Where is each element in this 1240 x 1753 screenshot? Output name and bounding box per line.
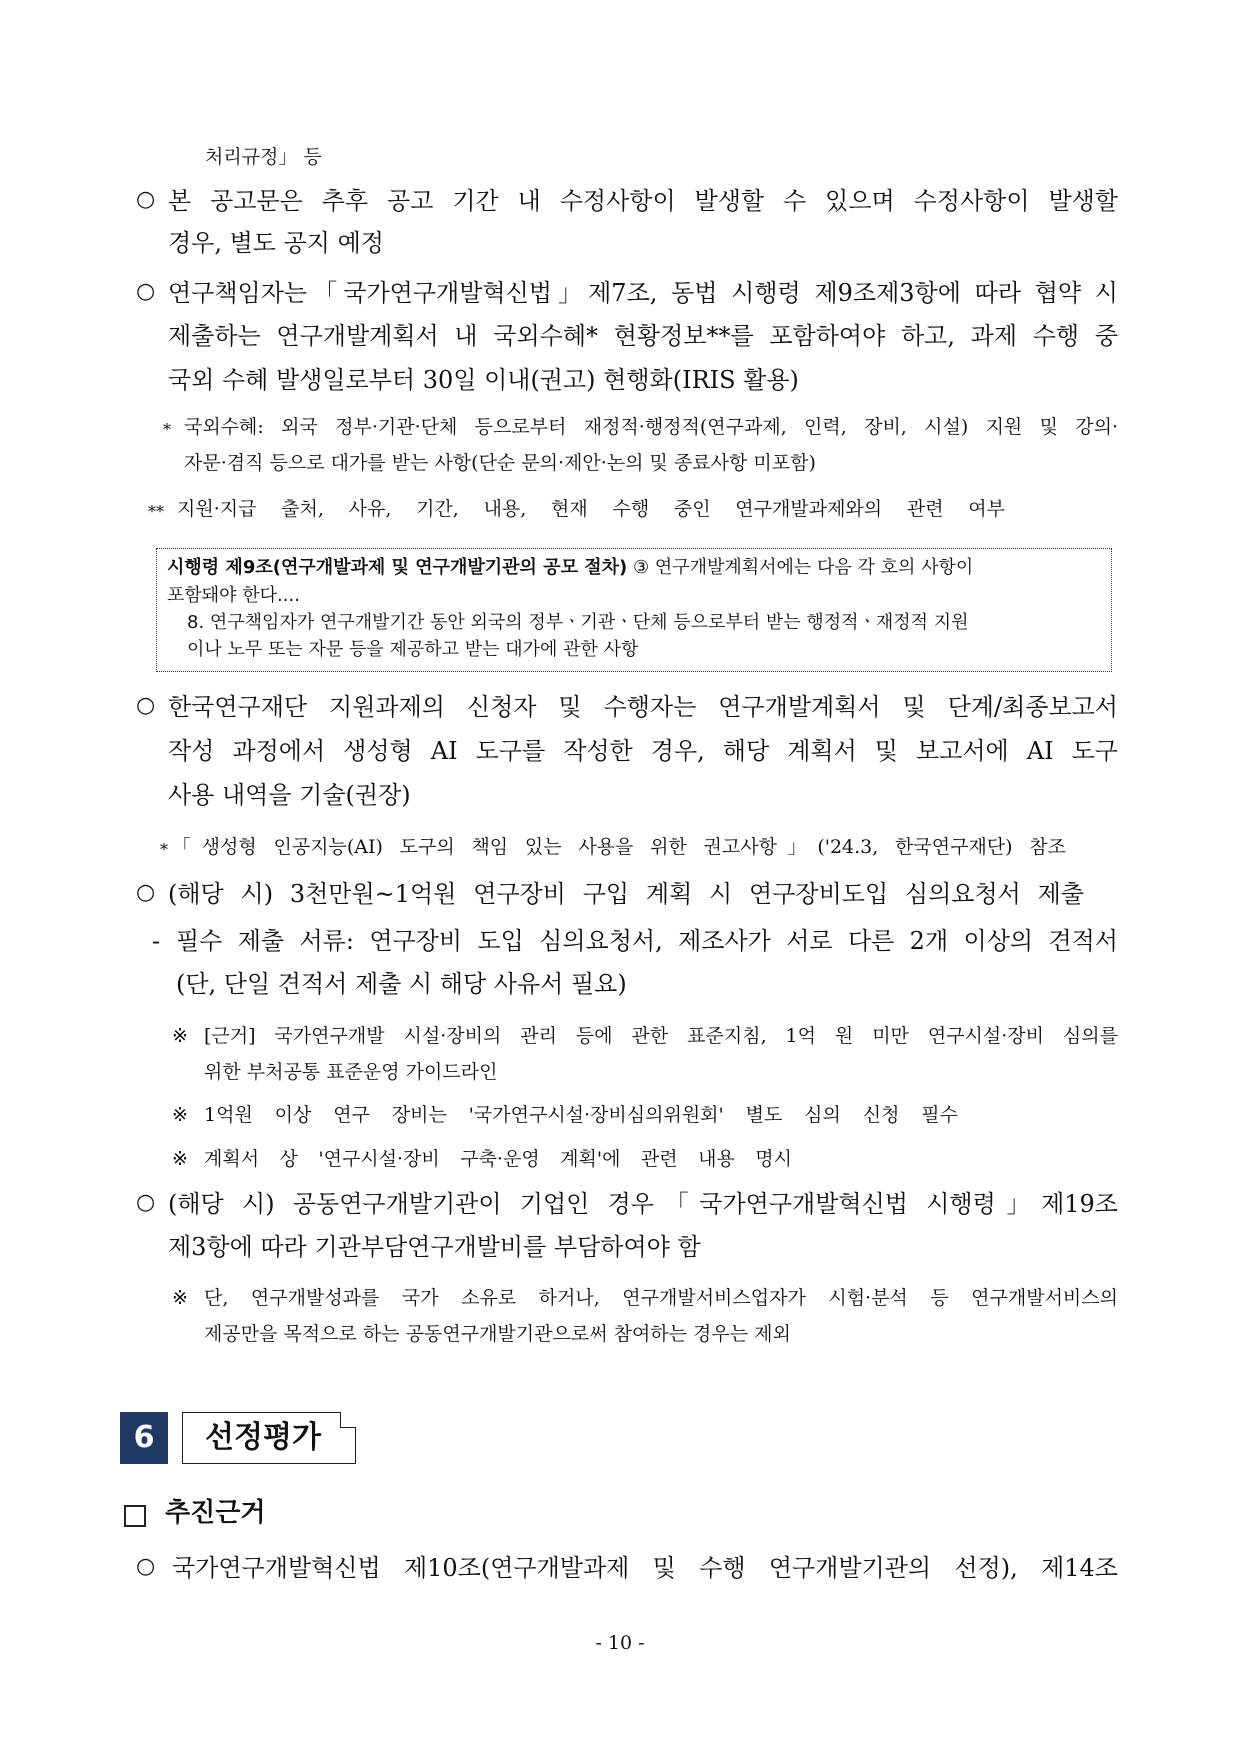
text-line: (해당 시) 공동연구개발기관이 기업인 경우「국가연구개발혁신법 시행령」제19조	[168, 1190, 1118, 1218]
reference-mark: ※	[172, 1148, 188, 1170]
reference-line: 1억원 이상 연구 장비는 '국가연구시설·장비심의위원회' 별도 심의 신청 필수	[204, 1104, 958, 1126]
footnote-line: 지원·지급 출처, 사유, 기간, 내용, 현재 수행 중인 연구개발과제와의 관련 여부	[177, 498, 1005, 520]
reference-line: [근거] 국가연구개발 시설·장비의 관리 등에 관한 표준지침, 1억 원 미만 연구시설·장비 심의를	[204, 1025, 1118, 1047]
reference-mark: ※	[172, 1287, 188, 1309]
text-line: 국가연구개발혁신법 제10조(연구개발과제 및 수행 연구개발기관의 선정), 제14조	[172, 1554, 1118, 1582]
section-title: 선정평가	[182, 1412, 356, 1464]
bullet-circle: ○	[136, 187, 156, 212]
text-line: 작성 과정에서 생성형 AI 도구를 작성한 경우, 해당 계획서 및 보고서에 AI 도구	[168, 737, 1118, 765]
footnote-mark: **	[148, 502, 164, 521]
footnote-mark: *	[160, 840, 168, 859]
box-text: ③ 연구개발계획서에는 다음 각 호의 사항이	[632, 557, 974, 578]
reference-line: 단, 연구개발성과를 국가 소유로 하거나, 연구개발서비스업자가 시험·분석 등 연구개발서비스의	[204, 1287, 1118, 1309]
text-line: 국외 수혜 발생일로부터 30일 이내(권고) 현행화(IRIS 활용)	[168, 366, 799, 394]
text-line: (단, 단일 견적서 제출 시 해당 사유서 필요)	[176, 970, 627, 998]
bullet-circle: ○	[136, 1554, 156, 1579]
reference-line: 계획서 상 '연구시설·장비 구축·운영 계획'에 관련 내용 명시	[204, 1148, 792, 1170]
bullet-circle: ○	[136, 693, 156, 718]
text-line: 제3항에 따라 기관부담연구개발비를 부담하여야 함	[168, 1233, 701, 1261]
box-text: 8. 연구책임자가 연구개발기간 동안 외국의 정부ㆍ기관ㆍ단체 등으로부터 받는 행정적ㆍ재정적 지원	[187, 612, 969, 633]
reference-line: 위한 부처공통 표준운영 가이드라인	[204, 1061, 498, 1083]
box-text: 이나 노무 또는 자문 등을 제공하고 받는 대가에 관한 사항	[187, 639, 639, 660]
text-line: 제출하는 연구개발계획서 내 국외수혜* 현황정보**를 포함하여야 하고, 과제 수행 중	[168, 322, 1118, 350]
square-bullet-icon	[124, 1505, 146, 1527]
footnote-line: 「생성형 인공지능(AI) 도구의 책임 있는 사용을 위한 권고사항」('24.3, 한국연구재단) 참조	[172, 836, 1066, 858]
box-text: 포함돼야 한다....	[167, 585, 300, 606]
footnote-line: 자문·겸직 등으로 대가를 받는 사항(단순 문의·제안·논의 및 종료사항 미포함)	[184, 452, 816, 474]
text-line: 경우, 별도 공지 예정	[168, 229, 384, 257]
page-number: - 10 -	[595, 1632, 645, 1654]
reference-mark: ※	[172, 1104, 188, 1126]
text-line: 처리규정」 등	[205, 146, 322, 168]
reference-line: 제공만을 목적으로 하는 공동연구개발기관으로써 참여하는 경우는 제외	[204, 1323, 791, 1345]
text-line: 연구책임자는「국가연구개발혁신법」제7조, 동법 시행령 제9조제3항에 따라 협약 시	[168, 279, 1118, 307]
page-fold-icon	[340, 1412, 356, 1428]
text-line: 본 공고문은 추후 공고 기간 내 수정사항이 발생할 수 있으며 수정사항이 발생할	[168, 187, 1118, 215]
text-line: 필수 제출 서류: 연구장비 도입 심의요청서, 제조사가 서로 다른 2개 이상의 견적서	[176, 927, 1118, 955]
text-line: 한국연구재단 지원과제의 신청자 및 수행자는 연구개발계획서 및 단계/최종보고서	[168, 693, 1118, 721]
section-number: 6	[120, 1412, 168, 1464]
bullet-circle: ○	[136, 1190, 156, 1215]
regulation-box	[156, 548, 1112, 672]
box-title: 시행령 제9조(연구개발과제 및 연구개발기관의 공모 절차)	[167, 557, 628, 578]
bullet-circle: ○	[136, 880, 156, 905]
text-line: (해당 시) 3천만원~1억원 연구장비 구입 계획 시 연구장비도입 심의요청서 제출	[168, 880, 1084, 908]
bullet-circle: ○	[136, 279, 156, 304]
reference-mark: ※	[172, 1025, 188, 1047]
footnote-mark: *	[163, 420, 171, 439]
dash-mark: -	[152, 927, 161, 955]
footnote-line: 국외수혜: 외국 정부·기관·단체 등으로부터 재정적·행정적(연구과제, 인력, 장비, 시설) 지원 및 강의·	[184, 416, 1118, 438]
text-line: 사용 내역을 기술(권장)	[168, 781, 411, 809]
subheading: 추진근거	[165, 1498, 266, 1528]
